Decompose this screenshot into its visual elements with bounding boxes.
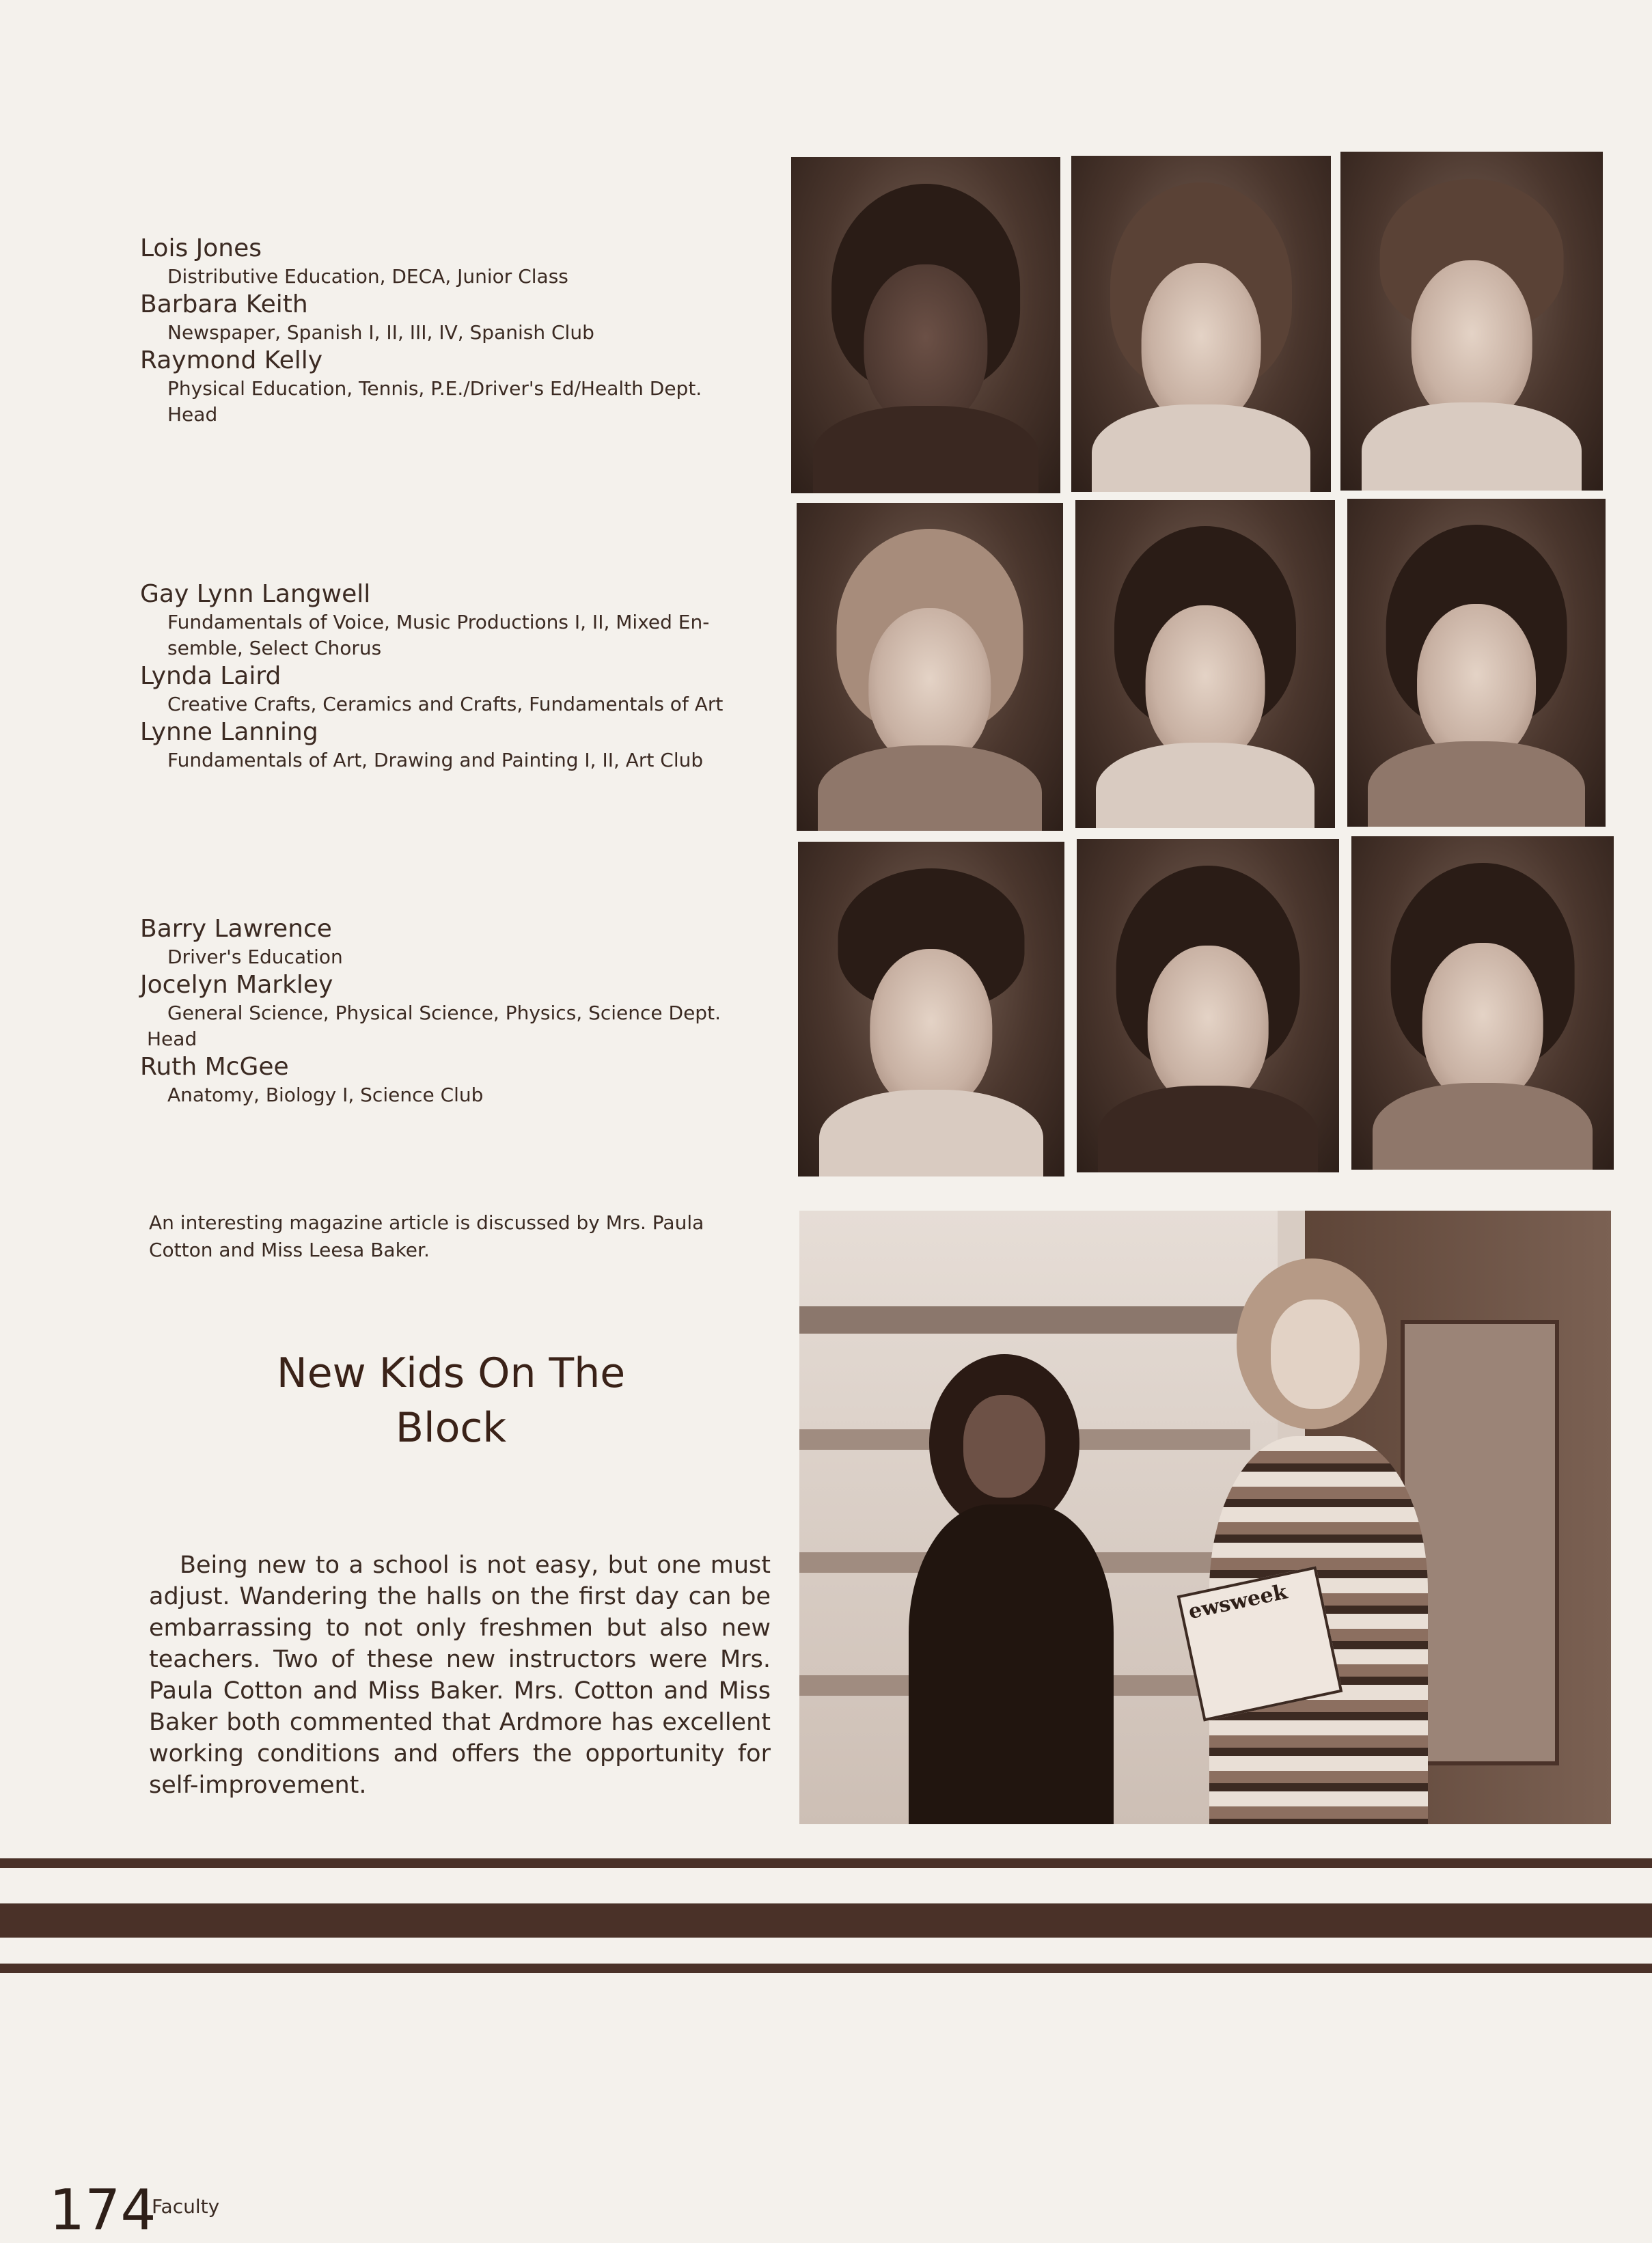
page-number: 174 bbox=[49, 2178, 156, 2243]
faculty-name: Lynda Laird bbox=[140, 662, 281, 690]
portrait-lois-jones bbox=[791, 157, 1060, 493]
faculty-name: Jocelyn Markley bbox=[140, 971, 333, 999]
faculty-duties: semble, Select Chorus bbox=[167, 637, 382, 659]
faculty-duties: Head bbox=[147, 1028, 197, 1050]
magazine-masthead: ewsweek bbox=[1186, 1580, 1290, 1625]
portrait-lynne-lanning bbox=[1347, 499, 1606, 827]
faculty-group-1 bbox=[140, 234, 775, 428]
story-body: Being new to a school is not easy, but one must adjust. Wandering the halls on the first day can be embarrassing to not only freshmen but also new teachers. Two of these new instructors were Mrs. Paula Cotton and Miss Baker. Mrs. Cotton and Miss Baker both commented that Ardmore has excellent working conditions and offers the opportunity for self-improvement. bbox=[149, 1552, 771, 1799]
photo-caption: An interesting magazine article is discussed by Mrs. Paula Cotton and Miss Leesa Baker. bbox=[149, 1211, 704, 1261]
portrait-raymond-kelly bbox=[1340, 152, 1603, 491]
portrait-lynda-laird bbox=[1075, 500, 1335, 828]
faculty-duties: Head bbox=[167, 403, 218, 426]
story-heading bbox=[205, 1346, 697, 1455]
faculty-name: Raymond Kelly bbox=[140, 346, 323, 374]
portrait-barbara-keith bbox=[1071, 156, 1331, 492]
faculty-name: Barry Lawrence bbox=[140, 915, 332, 943]
faculty-duties: General Science, Physical Science, Physics, Science Dept. bbox=[167, 1002, 721, 1024]
faculty-duties: Fundamentals of Voice, Music Productions I, II, Mixed En- bbox=[167, 611, 710, 633]
story-heading-line-2: Block bbox=[395, 1404, 507, 1452]
faculty-name: Lois Jones bbox=[140, 234, 262, 262]
faculty-group-2 bbox=[140, 579, 775, 773]
portrait-ruth-mcgee bbox=[1351, 836, 1614, 1170]
faculty-duties: Newspaper, Spanish I, II, III, IV, Spanish Club bbox=[167, 321, 594, 344]
faculty-name: Gay Lynn Langwell bbox=[140, 580, 371, 608]
section-label: Faculty bbox=[152, 2195, 220, 2218]
portrait-jocelyn-markley bbox=[1077, 839, 1339, 1172]
faculty-name: Lynne Lanning bbox=[140, 718, 318, 746]
faculty-duties: Fundamentals of Art, Drawing and Painting I, II, Art Club bbox=[167, 749, 704, 771]
faculty-duties: Driver's Education bbox=[167, 946, 343, 968]
faculty-duties: Anatomy, Biology I, Science Club bbox=[167, 1084, 484, 1106]
divider-rule-middle bbox=[0, 1903, 1652, 1938]
divider-rule-top bbox=[0, 1858, 1652, 1868]
story-heading-line-1: New Kids On The bbox=[276, 1349, 626, 1397]
faculty-group-3 bbox=[140, 914, 775, 1108]
faculty-name: Barbara Keith bbox=[140, 290, 308, 318]
divider-rule-bottom bbox=[0, 1964, 1652, 1973]
portrait-gay-lynn-langwell bbox=[797, 503, 1063, 831]
faculty-duties: Distributive Education, DECA, Junior Class bbox=[167, 265, 568, 288]
faculty-name: Ruth McGee bbox=[140, 1053, 289, 1081]
faculty-duties: Physical Education, Tennis, P.E./Driver's Ed/Health Dept. bbox=[167, 377, 702, 400]
faculty-duties: Creative Crafts, Ceramics and Crafts, Fundamentals of Art bbox=[167, 693, 724, 715]
feature-photo bbox=[799, 1211, 1611, 1824]
portrait-barry-lawrence bbox=[798, 842, 1064, 1176]
